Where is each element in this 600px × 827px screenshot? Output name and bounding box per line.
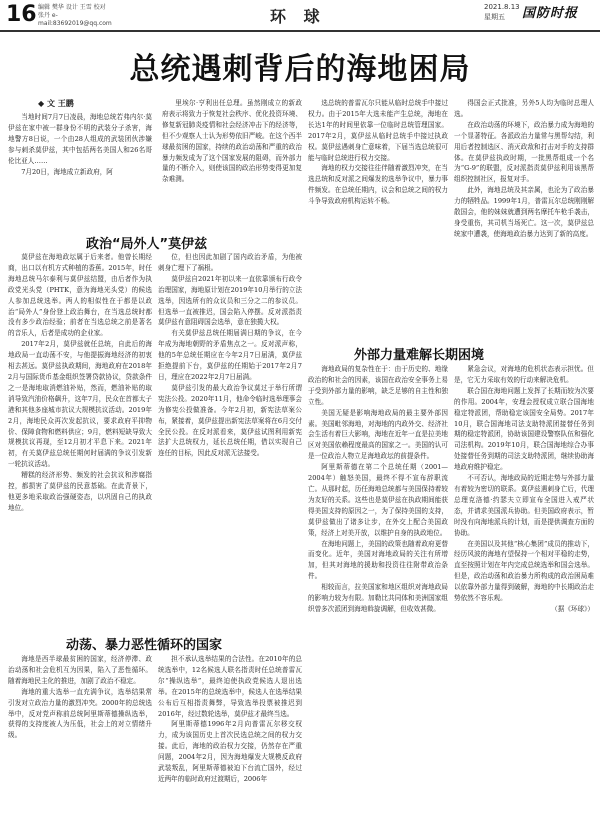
body-paragraph: 海地的重大选举一直充满争议，选举结果常引发对立政治力量的激烈冲突。2000年的总统选举中，反对党声称前总统阿里斯蒂德操纵选举，获得的支持度被人为压低，社会上的对立情绪升级。 [8,687,152,740]
column-3-top [308,98,448,243]
body-paragraph: 阿里斯蒂德在第二个总统任期（2001—2004年）触怒美国，最终不得不宣布辞职流亡。从那时起，历任海地总统都与美国保持着较为友好的关系。这些也是莫伊兹在执政期间能获得美国支持的原因之一，为了保持美国的支持，莫伊兹做出了诸多让步，在外交上配合美国政策，经济上对美开放，以维护自身的执政地位。 [308,463,448,537]
body-paragraph: 莫伊兹自2021年初以来一直依靠颁布行政令治理国家，海地原计划在2019年10月举行的立法选举，因选所有的众议员和三分之二的参议员。但选举一直被推迟，国会陷入停摆。反对派指责莫伊兹有意阻碍国会选举，意在独揽大权。 [158,274,302,327]
body-paragraph: 海地政局的复杂性在于：由于历史的、地缘政治的和社会的因素，该国在政治安全事务上易于受到外部力量的影响，缺乏足够的自主性和独立性。 [308,365,448,406]
body-paragraph: 紧急会议，对海地的危机状态表示担忧。但是，它无力采取有效的行动来解决危机。 [454,365,594,384]
section2-left-column [8,654,152,819]
section1-left-column [8,252,152,624]
body-paragraph: 在美国以及其他“核心集团”成员的推动下，经历风波的海地有望保持一个相对平稳的走势，直至按照计划在年内完成总统选举和国会选举。但是，政治动荡和政治暴力所构成的政治困局难以依靠外部力量得到破解，海地的中长期政治走势依然不容乐观。 [454,539,594,603]
page-header [0,0,600,32]
article-byline [38,98,74,109]
editorial-staff: 编辑 樊华 设计 王雪 校对 张丹 e-mail:83692019@qq.com [38,4,112,27]
body-paragraph: 莫伊兹在海地政坛属于后来者。他曾长期经商，出口以有机方式种植的香蕉。2015年，时任海地总统马尔泰利与莫伊兹结盟，由后者作为执政党光头党（PHTK，意为海地光头党）的候选人参加总统选举。两人的相似性在于都是以政治“局外人”身份登上政治舞台，在当选总统时都没有多少政治经验；前者在当选总统之前是著名的音乐人，后者是成功的企业家。 [8,253,152,338]
byline-text: 文 王鹏 [46,99,74,108]
body-paragraph: 里埃尔·亨利出任总理。虽然刚成立的新政府表示将致力于恢复社会秩序、优化投资环境、修复新冠肺炎疫情和社会经济冲击下的经济等，但不少观察人士认为形势依旧严峻。在这个西半球最贫困的国家，持续的政治动荡和严重的政治暴力频发成为了这个国家发展的阻碍，而外部力量的不断介入，则使该国的政治形势变得更加复杂难测。 [162,99,302,184]
column-4-top [454,98,594,328]
body-paragraph: 联合国在海地问题上发挥了长期而较为次要的作用。2004年，安理会授权成立联合国海地稳定特派团，帮助稳定该国安全局势。2017年10月，联合国海地司法支助特派团接替任务到期的稳定特派团，协助该国建设警察队伍和强化司法机构。2019年10月，联合国海地综合办事处接替任务到期的司法支助特派团，继续协助海地政府维护稳定。 [454,386,594,472]
section3-column-b [454,364,594,819]
body-paragraph: 不可否认，海地政局的近期走势与外部力量有着较为密切的联系。莫伊兹遇刺身亡后，代理总理克洛德·约瑟夫立即宣布全国进入戒严状态，并请求美国派兵协助。但美国政府表示，暂时没有向海地派兵的计划，而是提供调查方面的协助。 [454,474,594,537]
body-paragraph: 此外，海地总统及其亲属，也沦为了政治暴力的牺牲品。1999年1月，普雷瓦尔总统刚刚解散国会，他的妹妹就遭到两名摩托车枪手袭击，身受重伤，其司机当场死亡。这一次，莫伊兹总统家中遭袭，使海地政治暴力达到了新的高度。 [454,186,594,238]
body-paragraph: 2017年2月，莫伊兹就任总统，自此后的海地政局一直动荡不安，与他提振海地经济的初衷相去甚远。莫伊兹执政期间，海地政府在2018年2月与国际货币基金组织签署贷款协议，贷款条件之一是海地取消燃油补贴，然而，燃油补贴的取消导致汽油价格飙升，这年7月，民众在首都太子港和其他多座城市抗议大规模抗议活动。2019年2月，海地民众再次发起抗议，要求政府平抑物价、保障食物和燃料供应；9月，燃料短缺导致大规模抗议再现，至12月初才平息下来。2021年初，有关莫伊兹总统任期何时届满的争议引发新一轮抗议活动。 [8,340,152,469]
section2-mid-column [158,654,302,819]
masthead-logo: 国防时报 [522,6,579,21]
section-title: 环 球 [270,7,326,26]
page-number: 16 [6,2,37,27]
subheading-outsider: 政治“局外人”莫伊兹 [86,237,208,252]
body-paragraph: 美国无疑是影响海地政局的最主要外部因素。美国毗邻海地，对海地的内政外交、经济社会生活有着巨大影响，海地在近年一直是拉美地区对美国依赖程度最高的国家之一。美国的认可是一位政治人物立足海地政坛的前提条件。 [308,408,448,461]
subheading-violence-cycle: 动荡、暴力恶性循环的国家 [66,638,223,653]
body-paragraph: 糟糕的经济形势、频发的社会抗议和涉腐指控，都损害了莫伊兹的民意基础。在此背景下，他更多地采取政治强硬姿态，以巩固自己的执政地位。 [8,471,152,512]
body-paragraph: 有关莫伊兹总统任期届满日期的争议，在今年成为海地朝野的矛盾焦点之一。反对派声称，他的5年总统任期应在今年2月7日届满，莫伊兹拒绝提前下台，莫伊兹的任期始于2017年2月7日，理应在2022年2月7日届满。 [158,329,302,381]
body-paragraph: 在海地问题上，美国的政策也随着政府更替而变化。近年，美国对海地政局的关注有所增加，但其对海地的援助和投资往往附带政治条件。 [308,539,448,581]
section3-column-a [308,364,448,819]
column-2-top [162,98,302,228]
body-paragraph: 在政治动荡的环境下，政治暴力成为海地的一个显著特征。各派政治力量常与黑帮勾结，利用后者控制选区、消灭政敌和打击对手的支持群体。在莫伊兹执政时期，一批黑帮组成一个名为“G-9”的联盟，反对派指责莫伊兹利用该黑帮组织控制社区，报复对手。 [454,120,594,184]
issue-date [484,2,520,22]
body-paragraph: 海地的权力交接往往伴随着激烈冲突，在当选总统和反对派之间爆发的选举争议中，暴力事件频发。在总统任期内，议会和总统之间的权力斗争导致政府机构运转不畅。 [308,164,448,206]
intro-paragraph: 7月20日，海地成立新政府，阿 [21,167,113,176]
article-headline: 总统遇刺背后的海地困局 [129,52,471,87]
body-paragraph: 莫伊兹引发的最大政治争议莫过于举行所谓宪法公投。2020年11月，他命令临时选举理事会为修宪公投做准备。今年2月初，新宪法草案公布，紧接着，莫伊兹提出新宪法草案将在6月交付全民公投。在反对派看来，莫伊兹试图利用新宪法扩大总统权力，延长总统任期，借以实现自己连任的目标，因此反对派无法接受。 [158,383,302,458]
body-paragraph: 海地是西半球最贫困的国家，经济停滞、政治动荡和社会危机互为因果，陷入了恶性循环。随着海地民主化的推进，加剧了政治不稳定。 [8,655,152,685]
star-icon: ◆ [38,99,45,108]
body-paragraph: 阿里斯蒂德1996年2月向普雷瓦尔移交权力，成为该国历史上首次民选总统之间的权力交接。此后，海地的政治权力交接，仍然存在严重问题，2004年2月，因为海地爆发大规模反政府武装叛乱，阿里斯蒂德被迫下台流亡国外，经过近两年的临时政府过渡期后，2006年 [158,720,302,783]
subheading-external-forces: 外部力量难解长期困境 [354,348,485,363]
date-text: 2021.8.13 [484,3,520,11]
body-paragraph: 担不承认选举结果的合法性。在2010年的总统选举中，12名候选人联名指责时任总统普雷瓦尔“操纵选举”，最终迫使执政党候选人退出选举。在2015年的总统选举中，候选人在选举结果公布后互相指责舞弊，导致选举投票被推迟到2016年，经过数轮选举，莫伊兹才最终当选。 [158,655,302,718]
weekday-text: 星期五 [484,13,505,21]
body-paragraph: 得国会正式批准，另外5人均为临时总理人选。 [454,99,594,118]
body-paragraph: 相较而言，拉美国家和地区组织对海地政局的影响力较为有限。加勒比共同体和美洲国家组织曾多次派团到海地斡旋调解，但收效甚微。 [308,583,448,613]
intro-paragraph: 当地时间7月7日凌晨，海地总统若弗内尔·莫伊兹在家中被一群身份不明的武装分子杀害，海地警方8日说，一个由28人组成的武装团伙涉嫌参与刺杀莫伊兹，其中包括两名美国人和26名哥伦比亚人…… [8,113,152,165]
body-paragraph: 位，但也因此加剧了国内政治矛盾，为他被刺身亡埋下了祸根。 [158,253,302,272]
body-paragraph: 选总统的普雷瓦尔只能从临时总统手中接过权力。由于2015年大选未能产生总统，海地在长达1年的时间里依靠一位临时总统管理国家。2017年2月，莫伊兹从临时总统手中接过执政权。莫伊兹遇刺身亡意味着，下届当选总统很可能与临时总统进行权力交接。 [308,99,448,162]
signature: （据《环球》） [551,604,594,613]
section1-mid-column [158,252,302,624]
